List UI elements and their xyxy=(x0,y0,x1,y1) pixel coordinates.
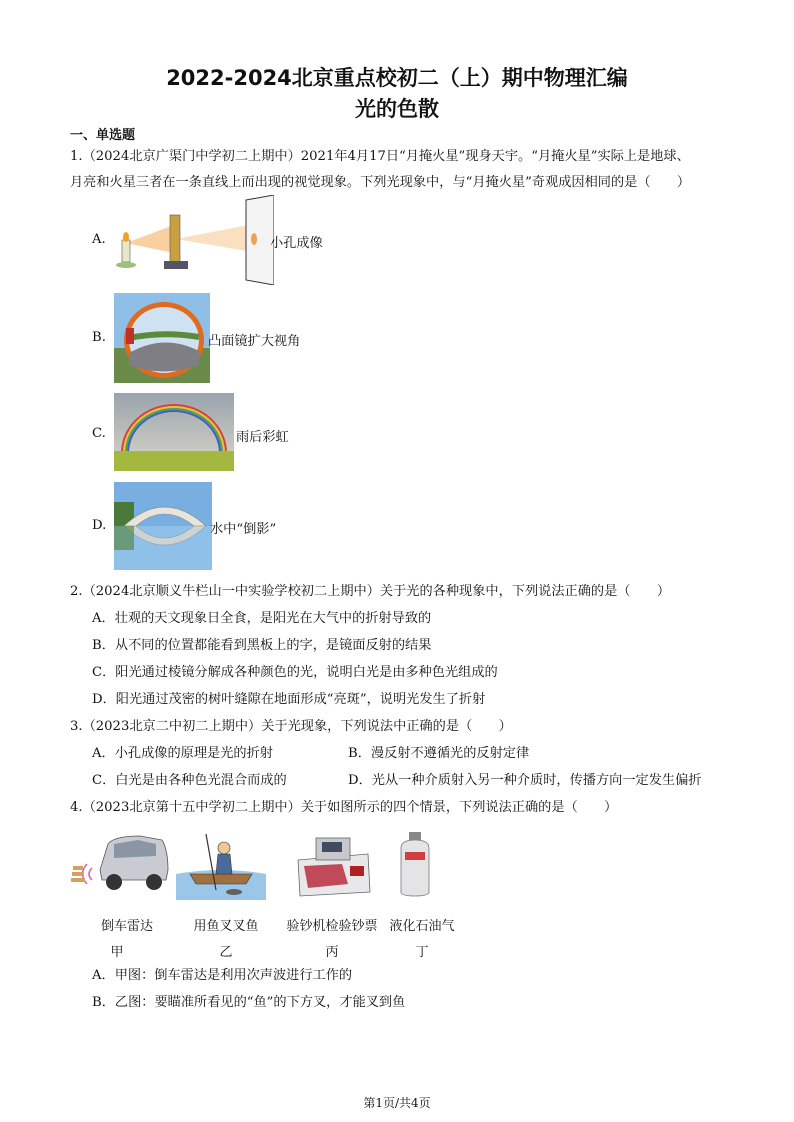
page-footer: 第1页/共4页 xyxy=(363,1096,431,1110)
image-yi-caption: 用鱼叉叉鱼 xyxy=(193,919,259,934)
q2-option-d: D．阳光通过茂密的树叶缝隙在地面形成“亮斑”，说明光发生了折射 xyxy=(92,692,486,707)
q1-option-b-letter: B. xyxy=(92,330,106,345)
image-ding-label: 丁 xyxy=(415,945,429,960)
convex-mirror-image xyxy=(114,293,210,383)
document-subtitle: 光的色散 xyxy=(355,97,439,121)
q3-stem: 3.（2023北京二中初二上期中）关于光现象，下列说法中正确的是（ ） xyxy=(70,719,512,734)
q2-option-c: C．阳光通过棱镜分解成各种颜色的光，说明白光是由多种色光组成的 xyxy=(92,665,498,680)
q1-stem-line2: 月亮和火星三者在一条直线上而出现的视觉现象。下列光现象中，与“月掩火星”奇观成因相同的是（ ） xyxy=(70,175,691,190)
q4-option-a: A．甲图：倒车雷达是利用次声波进行工作的 xyxy=(92,968,353,983)
image-jia-label: 甲 xyxy=(110,945,124,960)
document-title: 2022-2024北京重点校初二（上）期中物理汇编 xyxy=(166,66,628,90)
q2-option-b: B．从不同的位置都能看到黑板上的字，是镜面反射的结果 xyxy=(92,638,432,653)
q3-option-a: A．小孔成像的原理是光的折射 xyxy=(92,746,273,761)
q2-stem: 2.（2024北京顺义牛栏山一中实验学校初二上期中）关于光的各种现象中，下列说法正确的是（ ） xyxy=(70,584,671,599)
lpg-cylinder-image xyxy=(395,830,435,900)
bridge-reflection-image xyxy=(114,482,212,570)
q1-option-c-caption: 雨后彩虹 xyxy=(236,430,289,445)
image-bing-label: 丙 xyxy=(325,945,339,960)
q1-stem-line1: 1.（2024北京广渠门中学初二上期中）2021年4月17日“月掩火星”现身天宇。“月掩火星”实际上是地球、 xyxy=(70,149,690,164)
fishing-spear-image xyxy=(176,830,266,900)
q1-option-d-caption: 水中“倒影” xyxy=(210,522,277,537)
q1-option-a-letter: A. xyxy=(92,232,106,247)
image-jia-caption: 倒车雷达 xyxy=(100,919,153,934)
money-detector-image xyxy=(292,830,374,900)
q1-option-a-caption: 小孔成像 xyxy=(270,236,323,251)
q3-option-b: B．漫反射不遵循光的反射定律 xyxy=(348,746,530,761)
pinhole-camera-image xyxy=(114,195,274,285)
q4-option-b: B．乙图：要瞄准所看见的“鱼”的下方叉，才能叉到鱼 xyxy=(92,995,406,1010)
q4-stem: 4.（2023北京第十五中学初二上期中）关于如图所示的四个情景，下列说法正确的是（ ） xyxy=(70,800,618,815)
image-ding-caption: 液化石油气 xyxy=(389,919,455,934)
q1-option-d-letter: D. xyxy=(92,518,107,533)
q1-option-c-letter: C. xyxy=(92,426,106,441)
q2-option-a: A．壮观的天文现象日全食，是阳光在大气中的折射导致的 xyxy=(92,611,432,626)
q3-option-c: C．白光是由各种色光混合而成的 xyxy=(92,773,287,788)
q1-option-b-caption: 凸面镜扩大视角 xyxy=(208,334,301,349)
reversing-radar-image xyxy=(70,830,170,900)
section-heading: 一、单选题 xyxy=(70,128,136,143)
rainbow-image xyxy=(114,393,234,471)
image-yi-label: 乙 xyxy=(219,945,233,960)
image-bing-caption: 验钞机检验钞票 xyxy=(286,919,378,934)
q3-option-d: D．光从一种介质射入另一种介质时，传播方向一定发生偏折 xyxy=(348,773,702,788)
